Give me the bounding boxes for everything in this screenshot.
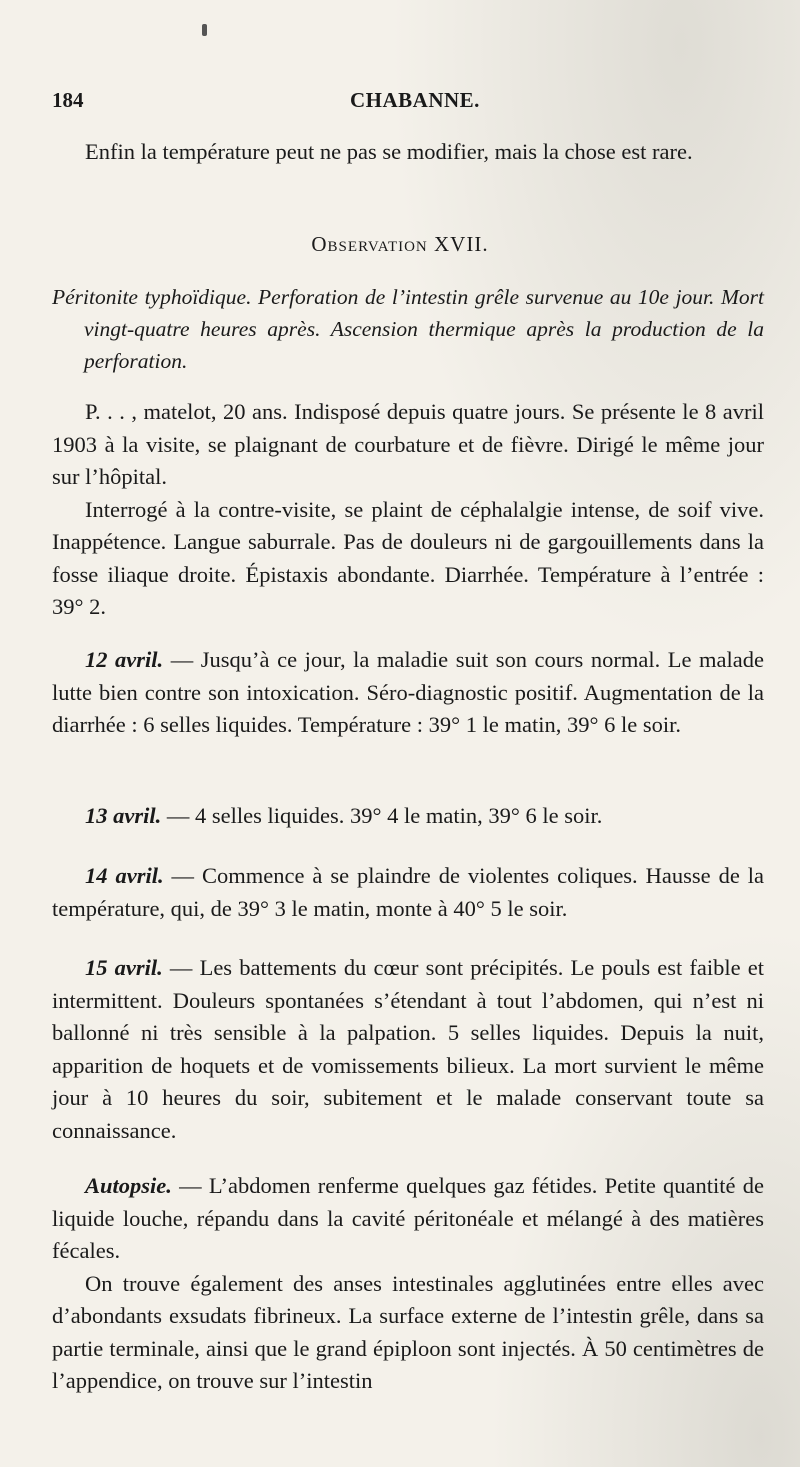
dated-entry: [52, 860, 764, 925]
case-paragraph-2: Interrogé à la contre-visite, se plaint de céphalalgie intense, de soif vive. Inappétence. Langue saburrale. Pas de douleurs ni de gargouillements dans la fosse iliaque droite. Épistaxis abondante. Diarrhée. Température à l’entrée : 39° 2.: [52, 496, 764, 619]
observation-heading: Observation XVII.: [311, 232, 489, 256]
autopsy-paragraph-2: On trouve également des anses intestinales agglutinées entre elles avec d’abondants exsudats fibrineux. La surface externe de l’intestin grêle, dans sa partie terminale, ainsi que le grand épiploon sont injectés. À 50 centimètres de l’appendice, on trouve sur l’intestin: [52, 1270, 764, 1393]
entry-date: 15 avril.: [85, 955, 163, 980]
autopsy-paragraph-1: [52, 1170, 764, 1268]
observation-subtitle: Péritonite typhoïdique. Perforation de l’intestin grêle survenue au 10e jour. Mort vingt-quatre heures après. Ascension thermique après la production de la perforation.: [52, 285, 764, 373]
print-speck: [202, 24, 207, 36]
entry-13-avril: [52, 800, 764, 833]
autopsy-text: — L’abdomen renferme quelques gaz fétides. Petite quantité de liquide louche, répandu dans la cavité péritonéale et mélangé à des matières fécales.: [52, 1173, 764, 1263]
page-number: 184: [52, 88, 84, 112]
entry-text: — 4 selles liquides. 39° 4 le matin, 39° 6 le soir.: [161, 803, 603, 828]
running-title: CHABANNE.: [350, 88, 480, 112]
entry-14-avril: [52, 860, 764, 925]
case-paragraph-1: P. . . , matelot, 20 ans. Indisposé depuis quatre jours. Se présente le 8 avril 1903 à la visite, se plaignant de courbature et de fièvre. Dirigé le même jour sur l’hôpital.: [52, 399, 764, 489]
autopsy-label: Autopsie.: [85, 1173, 172, 1198]
entry-text: — Commence à se plaindre de violentes coliques. Hausse de la température, qui, de 39° 3 le matin, monte à 40° 5 le soir.: [52, 863, 764, 921]
intro-paragraph: Enfin la température peut ne pas se modifier, mais la chose est rare.: [85, 139, 693, 164]
dated-entry: [52, 800, 764, 833]
dated-entry: [52, 644, 764, 742]
case-description: [52, 396, 764, 624]
dated-entry: [52, 952, 764, 1147]
entry-text: — Les battements du cœur sont précipités. Le pouls est faible et intermittent. Douleurs spontanées s’étendant à tout l’abdomen, qui n’est ni ballonné ni très sensible à la palpation. 5 selles liquides. Depuis la nuit, apparition de hoquets et de vomissements bilieux. La mort survient le même jour à 10 heures du soir, subitement et le malade conservant toute sa connaissance.: [52, 955, 765, 1143]
entry-date: 13 avril.: [85, 803, 162, 828]
autopsy-section: [52, 1170, 764, 1398]
intro-block: [52, 136, 764, 169]
observation-subtitle-block: [52, 281, 764, 377]
entry-date: 14 avril.: [85, 863, 164, 888]
entry-date: 12 avril.: [85, 647, 164, 672]
entry-text: — Jusqu’à ce jour, la maladie suit son cours normal. Le malade lutte bien contre son intoxication. Séro-diagnostic positif. Augmentation de la diarrhée : 6 selles liquides. Température : 39° 1 le matin, 39° 6 le soir.: [52, 647, 765, 737]
entry-15-avril: [52, 952, 764, 1147]
running-head: [52, 88, 752, 118]
entry-12-avril: [52, 644, 764, 742]
